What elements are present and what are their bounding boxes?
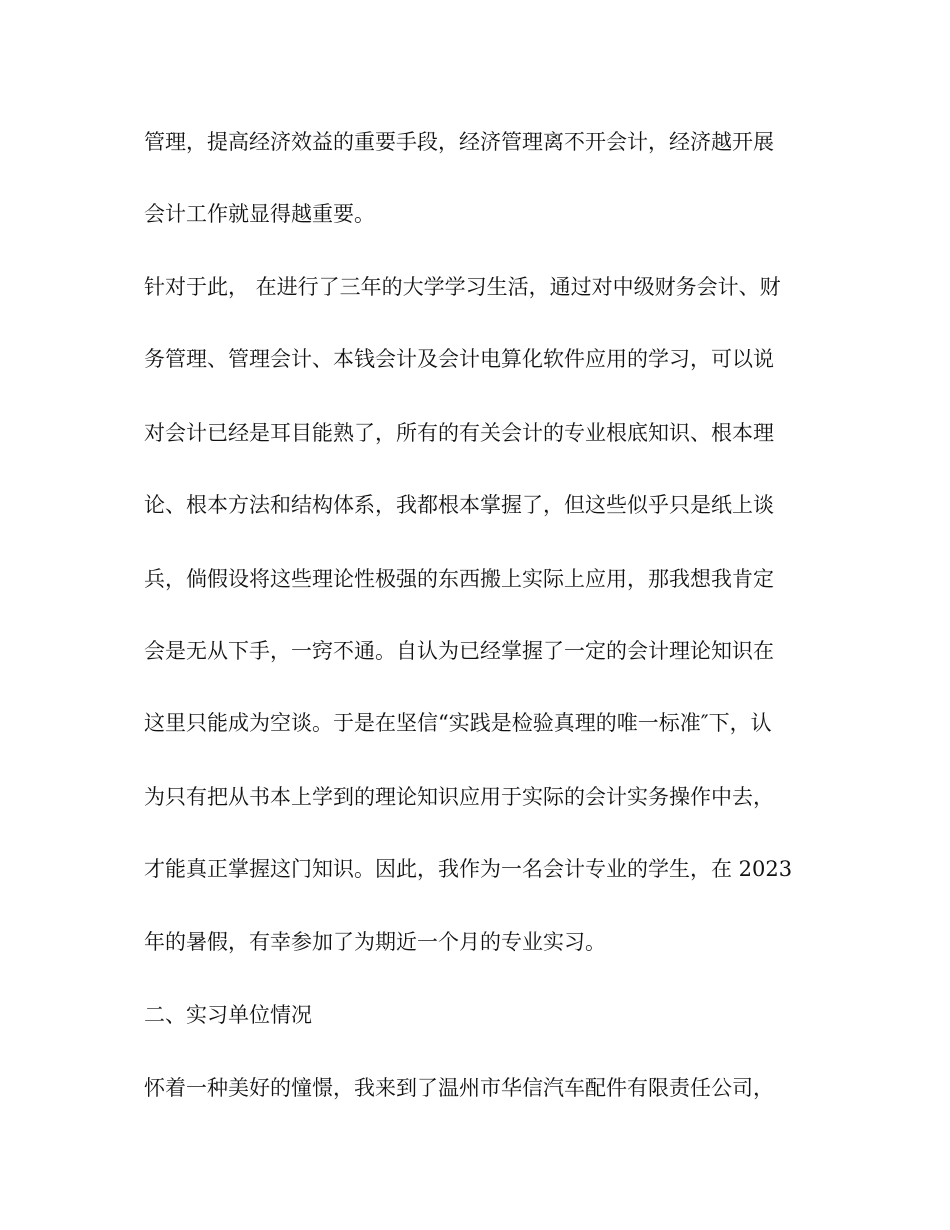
paragraph-line: 为只有把从书本上学到的理论知识应用于实际的会计实务操作中去， <box>144 785 774 809</box>
paragraph-line: 管理，提高经济效益的重要手段，经济管理离不开会计，经济越开展 <box>144 130 774 154</box>
paragraph-line: 针对于此， 在进行了三年的大学学习生活，通过对中级财务会计、财 <box>144 275 781 299</box>
paragraph-line: 对会计已经是耳目能熟了，所有的有关会计的专业根底知识、根本理 <box>144 421 774 445</box>
paragraph-line: 才能真正掌握这门知识。因此，我作为一名会计专业的学生，在 2023 <box>144 857 793 881</box>
paragraph-line: 年的暑假，有幸参加了为期近一个月的专业实习。 <box>144 930 606 954</box>
section-heading: 二、实习单位情况 <box>144 1003 312 1027</box>
paragraph-line: 论、根本方法和结构体系，我都根本掌握了，但这些似乎只是纸上谈 <box>144 493 774 517</box>
paragraph-line: 会计工作就显得越重要。 <box>144 202 375 226</box>
paragraph-line: 务管理、管理会计、本钱会计及会计电算化软件应用的学习，可以说 <box>144 347 774 371</box>
paragraph-line: 会是无从下手，一窍不通。自认为已经掌握了一定的会计理论知识在 <box>144 639 774 663</box>
paragraph-line: 兵，倘假设将这些理论性极强的东西搬上实际上应用，那我想我肯定 <box>144 567 774 591</box>
paragraph-line: 怀着一种美好的憧憬，我来到了温州市华信汽车配件有限责任公司， <box>144 1076 774 1100</box>
paragraph-line: 这里只能成为空谈。于是在坚信“实践是检验真理的唯一标准″下，认 <box>144 711 772 735</box>
